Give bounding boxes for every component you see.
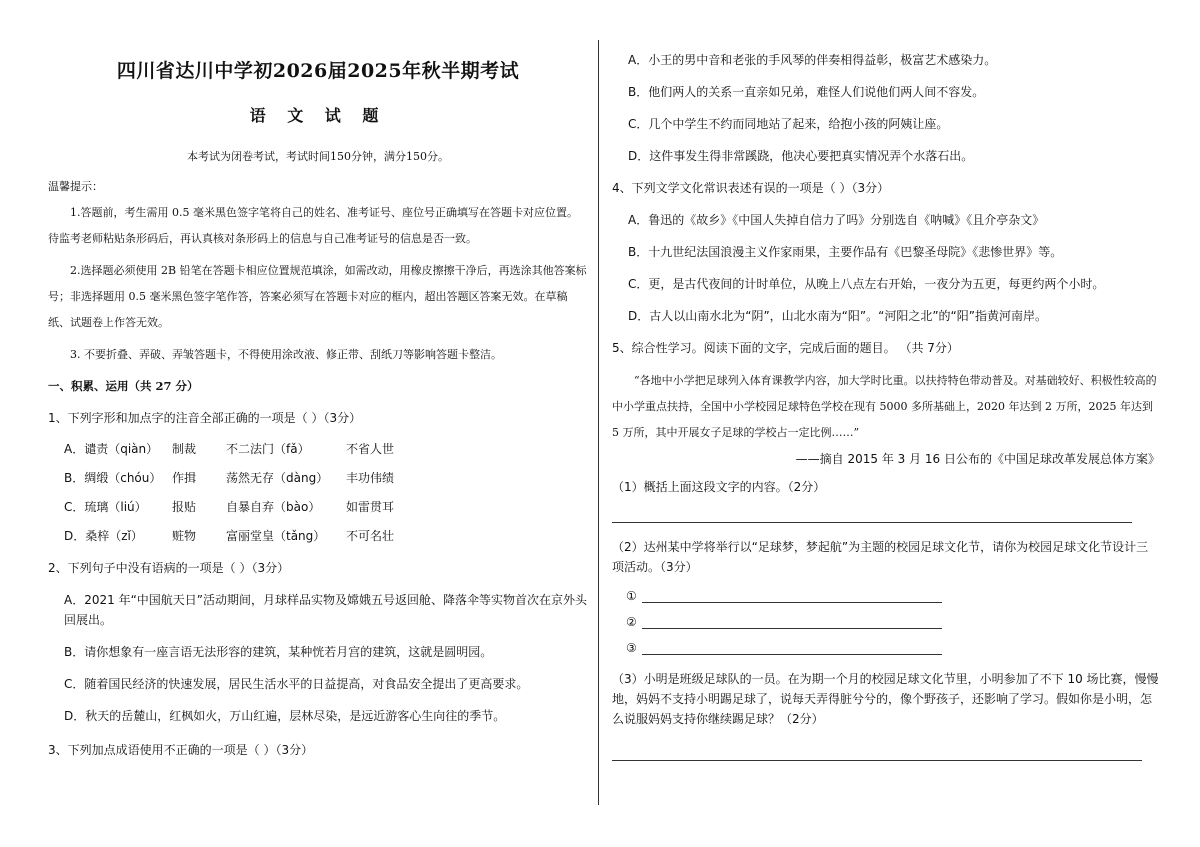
question-4-option-a: A．鲁迅的《故乡》《中国人失掉自信力了吗》分别选自《呐喊》《且介亭杂文》 xyxy=(628,213,1045,227)
column-divider xyxy=(598,40,599,805)
question-4-option-c: C．更，是古代夜间的计时单位，从晚上八点左右开始，一夜分为五更，每更约两个小时。 xyxy=(628,277,1105,291)
question-5-sub-3: （3）小明是班级足球队的一员。在为期一个月的校园足球文化节里，小明参加了不下 10 场比赛，慢慢地，妈妈不支持小明踢足球了，说每天弄得脏兮兮的，像个野孩子，还影响了学习。假如你是小明，怎么说服妈妈支持你继续踢足球？（2分） xyxy=(612,672,1159,726)
question-5-sub-1: （1）概括上面这段文字的内容。（2分） xyxy=(612,480,826,494)
question-2-option-d: D．秋天的岳麓山，红枫如火，万山红遍，层林尽染，是远近游客心生向往的季节。 xyxy=(64,709,506,723)
question-3-option-c: C．几个中学生不约而同地站了起来，给抱小孩的阿姨让座。 xyxy=(628,117,949,131)
question-1-stem: 1、下列字形和加点字的注音全部正确的一项是（ ）（3分） xyxy=(48,411,362,425)
question-5-sub-2: （2）达州某中学将举行以“足球梦，梦起航”为主题的校园足球文化节，请你为校园足球文化节设计三项活动。（3分） xyxy=(612,540,1149,574)
option-text: 荡然无存（dàng） xyxy=(226,471,329,485)
question-2-option-b: B．请你想象有一座言语无法形容的建筑，某种恍若月宫的建筑，这就是圆明园。 xyxy=(64,645,493,659)
blank-number: ① xyxy=(626,589,637,603)
question-2-option-c: C．随着国民经济的快速发展，居民生活水平的日益提高，对食品安全提出了更高要求。 xyxy=(64,677,529,691)
question-1-option-a xyxy=(64,440,588,457)
answer-line[interactable] xyxy=(612,521,1132,523)
option-text: B．绸缎（chóu） xyxy=(64,471,162,485)
left-column xyxy=(48,50,588,760)
tip-3: 3. 不要折叠、弄破、弄皱答题卡，不得使用涂改液、修正带、刮纸刀等影响答题卡整洁。 xyxy=(70,348,502,361)
activity-blank-2[interactable] xyxy=(626,615,1160,629)
answer-line[interactable] xyxy=(642,601,942,603)
question-3-option-d: D．这件事发生得非常蹊跷，他决心要把真实情况弄个水落石出。 xyxy=(628,149,974,163)
option-text: 自暴自弃（bào） xyxy=(226,500,321,514)
blank-number: ② xyxy=(626,615,637,629)
option-text: 富丽堂皇（tǎng） xyxy=(226,529,326,543)
tip-2: 2.选择题必须使用 2B 铅笔在答题卡相应位置规范填涂，如需改动，用橡皮擦擦干净后，再选涂其他答案标号；非选择题用 0.5 毫米黑色签字笔作答，答案必须写在答题卡对应的框内，超出答题区答案无效。在草稿纸、试题卷上作答无效。 xyxy=(48,264,587,329)
question-5-source: ——摘自 2015 年 3 月 16 日公布的《中国足球改革发展总体方案》 xyxy=(795,452,1160,466)
answer-line[interactable] xyxy=(642,627,942,629)
question-4-option-b: B．十九世纪法国浪漫主义作家雨果，主要作品有《巴黎圣母院》《悲惨世界》等。 xyxy=(628,245,1063,259)
question-1-option-b xyxy=(64,469,588,486)
question-4-option-d: D．古人以山南水北为“阴”，山北水南为“阳”。“河阳之北”的“阳”指黄河南岸。 xyxy=(628,309,1047,323)
option-text: 作揖 xyxy=(172,471,197,485)
answer-line[interactable] xyxy=(612,759,1142,761)
question-1-option-c xyxy=(64,498,588,515)
blank-number: ③ xyxy=(626,641,637,655)
answer-line[interactable] xyxy=(642,653,942,655)
option-text: 如雷贯耳 xyxy=(346,500,395,514)
exam-subtitle: 语 文 试 题 xyxy=(249,106,387,125)
activity-blank-3[interactable] xyxy=(626,641,1160,655)
right-column xyxy=(612,50,1160,761)
question-3-option-a: A．小王的男中音和老张的手风琴的伴奏相得益彰，极富艺术感染力。 xyxy=(628,53,997,67)
option-text: 制裁 xyxy=(172,442,197,456)
question-2-stem: 2、下列句子中没有语病的一项是（ ）（3分） xyxy=(48,561,290,575)
question-1-option-d xyxy=(64,527,588,544)
option-text: C．琉璃（liú） xyxy=(64,500,147,514)
question-3-option-b: B．他们两人的关系一直亲如兄弟，难怪人们说他们两人间不容发。 xyxy=(628,85,985,99)
option-text: D．桑梓（zǐ） xyxy=(64,529,143,543)
question-3-stem: 3、下列加点成语使用不正确的一项是（ ）（3分） xyxy=(48,743,314,757)
option-text: 报贴 xyxy=(172,500,197,514)
option-text: 丰功伟绩 xyxy=(346,471,395,485)
exam-title: 四川省达川中学初2026届2025年秋半期考试 xyxy=(116,60,520,82)
option-text: A．谴责（qiàn） xyxy=(64,442,159,456)
option-text: 不二法门（fǎ） xyxy=(226,442,310,456)
question-5-quote: “各地中小学把足球列入体育课教学内容，加大学时比重。以扶持特色带动普及。对基础较好、积极性较高的中小学重点扶持，全国中小学校园足球特色学校在现有 5000 多所基础上，2020 年达到 2 万所，2025 年达到 5 万所，其中开展女子足球的学校占一定比例……” xyxy=(612,374,1157,439)
activity-blank-1[interactable] xyxy=(626,589,1160,603)
option-text: 不可名壮 xyxy=(346,529,395,543)
tip-1: 1.答题前，考生需用 0.5 毫米黑色签字笔将自己的姓名、准考证号、座位号正确填写在答题卡对应位置。待监考老师粘贴条形码后，再认真核对条形码上的信息与自己准考证号的信息是否一致。 xyxy=(48,206,578,245)
question-5-stem: 5、综合性学习。阅读下面的文字，完成后面的题目。 （共 7分） xyxy=(612,341,959,355)
tips-heading: 温馨提示： xyxy=(48,180,103,193)
exam-notice: 本考试为闭卷考试，考试时间150分钟，满分150分。 xyxy=(187,150,449,163)
option-text: 不省人世 xyxy=(346,442,395,456)
question-4-stem: 4、下列文学文化常识表述有误的一项是（ ）（3分） xyxy=(612,181,890,195)
question-2-option-a: A．2021 年“中国航天日”活动期间，月球样品实物及嫦娥五号返回舱、降落伞等实物首次在京外头回展出。 xyxy=(64,593,587,627)
section-heading: 一、积累、运用（共 27 分） xyxy=(48,379,199,393)
option-text: 赃物 xyxy=(172,529,197,543)
